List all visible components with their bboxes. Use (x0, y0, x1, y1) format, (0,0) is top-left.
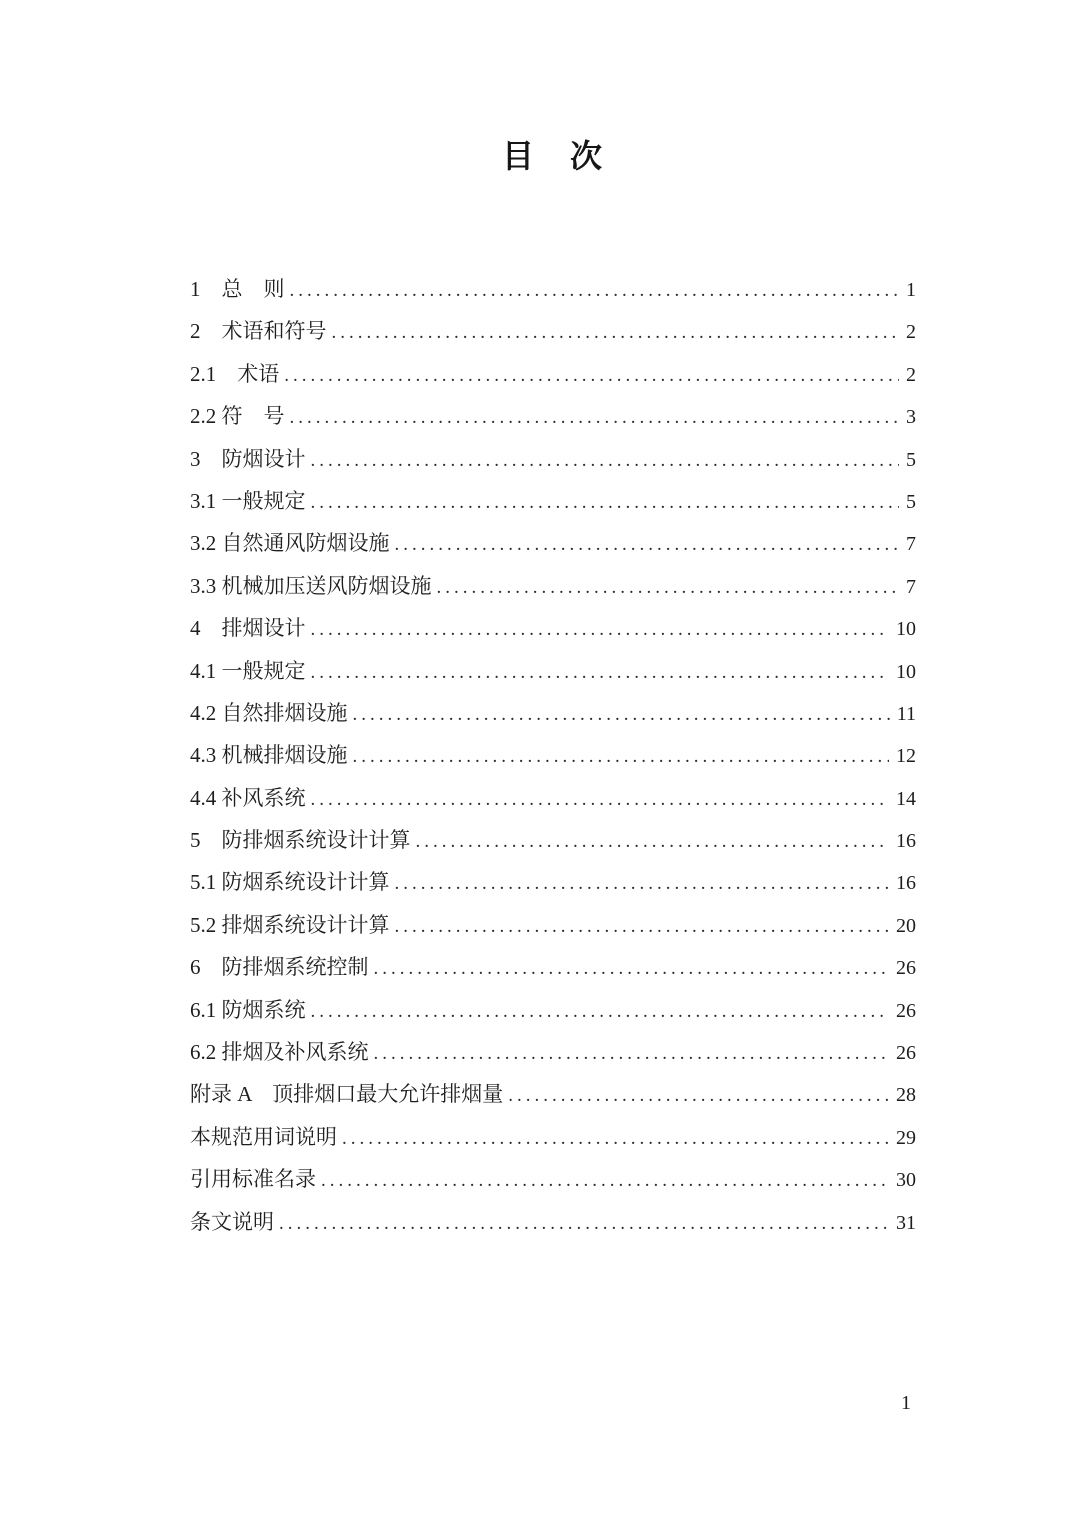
toc-leader-dots (374, 948, 890, 990)
toc-entry (190, 904, 916, 946)
footer-page-number: 1 (901, 1392, 911, 1414)
toc-leader-dots (284, 355, 899, 397)
toc-leader-dots (311, 440, 900, 482)
document-page (190, 0, 916, 1527)
toc-entry-label: 3.3 机械加压送风防烟设施 (190, 573, 432, 598)
toc-entry-label: 1 总 则 (190, 277, 285, 301)
toc-page-number: 7 (906, 533, 916, 556)
toc-page-number: 10 (896, 660, 916, 683)
toc-entry-label: 2.1 术语 (190, 361, 280, 386)
toc-entry (190, 1116, 916, 1158)
page-title: 目 次 (501, 138, 604, 174)
toc-page-number: 2 (906, 363, 916, 386)
toc-entry-label: 4.2 自然排烟设施 (190, 700, 348, 725)
toc-entry (190, 607, 916, 649)
toc-entry (190, 395, 916, 437)
toc-page-number: 26 (896, 1042, 916, 1065)
toc-entry (190, 734, 916, 776)
toc-page-number: 1 (906, 279, 916, 301)
toc-entry (190, 989, 916, 1031)
toc-page-number: 29 (896, 1126, 916, 1149)
toc-leader-dots (279, 1203, 889, 1245)
toc-entry-label: 3.1 一般规定 (190, 488, 306, 513)
toc-entry (190, 353, 916, 395)
toc-page-number: 7 (906, 575, 916, 598)
toc-entry (190, 438, 916, 480)
toc-leader-dots (311, 779, 890, 821)
toc-entry-label: 本规范用词说明 (190, 1124, 337, 1149)
toc-page-number: 16 (896, 872, 916, 895)
toc-entry (190, 650, 916, 692)
toc-page-number: 14 (896, 787, 916, 810)
toc-entry-label: 附录 A 顶排烟口最大允许排烟量 (190, 1082, 504, 1107)
toc-entry-label: 4.3 机械排烟设施 (190, 743, 348, 768)
toc-page-number: 30 (896, 1169, 916, 1192)
toc-entry-label: 3 防烟设计 (190, 446, 306, 471)
toc-leader-dots (311, 652, 890, 694)
toc-entry (190, 777, 916, 819)
toc-entry-label: 6.1 防烟系统 (190, 997, 306, 1022)
toc-leader-dots (332, 312, 900, 354)
toc-page-number: 2 (906, 321, 916, 344)
toc-leader-dots (311, 609, 890, 651)
toc-leader-dots (374, 1033, 890, 1075)
toc-leader-dots (353, 736, 890, 778)
toc-entry (190, 1073, 916, 1115)
toc-leader-dots (395, 863, 890, 905)
toc-entry-label: 4 排烟设计 (190, 616, 306, 641)
toc-entry (190, 1201, 916, 1243)
toc-page-number: 11 (896, 702, 916, 725)
toc-list (190, 268, 916, 1243)
toc-entry (190, 1158, 916, 1200)
toc-page-number: 20 (896, 914, 916, 937)
toc-entry-label: 5.2 排烟系统设计计算 (190, 912, 390, 937)
toc-entry-label: 2.2 符 号 (190, 404, 285, 429)
toc-entry (190, 819, 916, 861)
toc-entry (190, 946, 916, 988)
toc-leader-dots (311, 482, 900, 524)
toc-leader-dots (342, 1118, 889, 1160)
toc-entry-label: 引用标准名录 (190, 1167, 316, 1192)
toc-entry-label: 6 防排烟系统控制 (190, 955, 369, 980)
toc-entry (190, 692, 916, 734)
toc-entry (190, 565, 916, 607)
toc-page-number: 16 (896, 830, 916, 853)
toc-leader-dots (395, 906, 890, 948)
toc-entry-label: 5 防排烟系统设计计算 (190, 828, 411, 853)
toc-leader-dots (311, 991, 890, 1033)
toc-page-number: 12 (896, 745, 916, 768)
toc-page-number: 5 (906, 490, 916, 513)
toc-entry-label: 4.1 一般规定 (190, 658, 306, 683)
toc-page-number: 26 (896, 999, 916, 1022)
toc-page-number: 26 (896, 957, 916, 980)
toc-entry (190, 268, 916, 310)
toc-entry (190, 310, 916, 352)
toc-entry-label: 条文说明 (190, 1209, 274, 1234)
toc-entry-label: 5.1 防烟系统设计计算 (190, 870, 390, 895)
toc-leader-dots (321, 1160, 889, 1202)
toc-entry (190, 480, 916, 522)
toc-page-number: 10 (896, 618, 916, 641)
toc-page-number: 31 (896, 1211, 916, 1234)
toc-leader-dots (290, 270, 900, 312)
toc-leader-dots (437, 567, 900, 609)
toc-entry (190, 861, 916, 903)
toc-leader-dots (416, 821, 890, 863)
toc-page-number: 28 (896, 1084, 916, 1107)
toc-page-number: 5 (906, 448, 916, 471)
toc-entry-label: 4.4 补风系统 (190, 785, 306, 810)
toc-entry (190, 522, 916, 564)
toc-entry-label: 2 术语和符号 (190, 319, 327, 344)
toc-leader-dots (290, 397, 900, 439)
toc-entry (190, 1031, 916, 1073)
toc-leader-dots (508, 1075, 889, 1117)
toc-leader-dots (395, 524, 900, 566)
toc-entry-label: 3.2 自然通风防烟设施 (190, 531, 390, 556)
toc-page-number: 3 (906, 406, 916, 429)
toc-entry-label: 6.2 排烟及补风系统 (190, 1040, 369, 1065)
toc-leader-dots (353, 694, 890, 736)
